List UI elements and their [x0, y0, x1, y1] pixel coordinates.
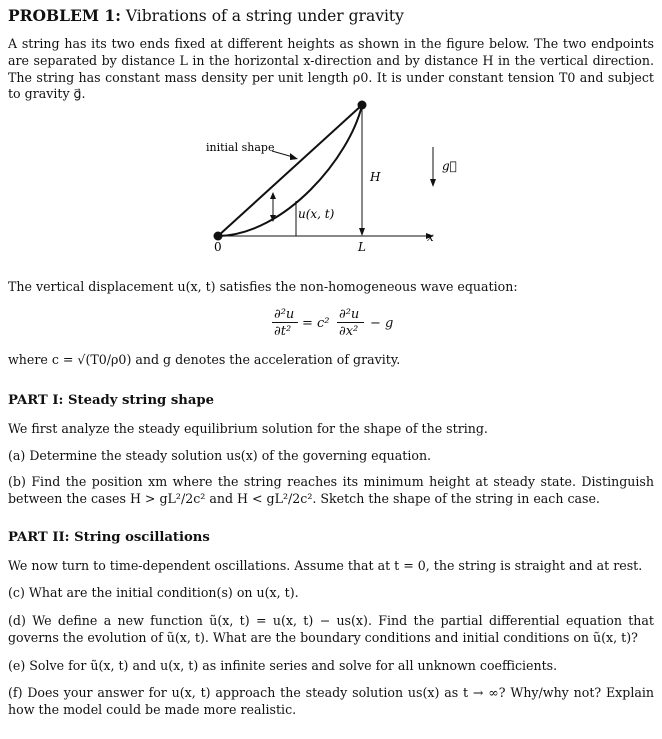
- problem-number: PROBLEM 1:: [8, 6, 121, 25]
- x-label: x: [427, 230, 434, 244]
- H-arrowhead: [359, 228, 365, 236]
- wave-equation-intro: The vertical displacement u(x, t) satisfies the non-homogeneous wave equation:: [8, 279, 518, 294]
- g-label: g⃗: [442, 159, 457, 173]
- initial-shape-pointer: [272, 151, 293, 157]
- eq-gravity-term: − g: [370, 316, 394, 331]
- question-f: (f) Does your answer for u(x, t) approach the steady solution us(x) as t → ∞? Why/why not? Explain how the model could be made more realistic.: [8, 685, 654, 717]
- eq-lhs-denominator: ∂t²: [274, 324, 292, 339]
- eq-rhs-numerator: ∂²u: [339, 307, 360, 322]
- part1-intro: We first analyze the steady equilibrium solution for the shape of the string.: [8, 421, 488, 436]
- eq-lhs-bar: [272, 322, 298, 323]
- H-label: H: [370, 170, 381, 184]
- question-b: (b) Find the position xm where the string reaches its minimum height at steady state. Distinguish between the cases H > gL²/2c² and H < gL²/2c². Sketch the shape of the string in each case.: [8, 474, 654, 506]
- eq-rhs-bar: [337, 322, 364, 323]
- question-d: (d) We define a new function ũ(x, t) = u(x, t) − us(x). Find the partial differential equation that governs the evolution of ũ(x, t). What are the boundary conditions and initial conditions on ũ(x, t)?: [8, 613, 654, 645]
- string-figure: [190, 95, 457, 255]
- initial-straight-string: [218, 105, 362, 236]
- eq-lhs-numerator: ∂²u: [274, 307, 295, 322]
- u-label: u(x, t): [298, 207, 335, 221]
- origin-label: 0: [214, 240, 222, 254]
- where-line: where c = √(T0/ρ0) and g denotes the acceleration of gravity.: [8, 352, 401, 367]
- part1-heading: PART I: Steady string shape: [8, 393, 215, 408]
- eq-rhs-denominator: ∂x²: [339, 324, 359, 339]
- L-label: L: [358, 240, 366, 254]
- eq-equals-c2: = c²: [302, 316, 330, 331]
- right-endpoint: [358, 101, 367, 110]
- question-e: (e) Solve for ũ(x, t) and u(x, t) as infinite series and solve for all unknown coefficients.: [8, 658, 558, 673]
- displacement-arrow-up: [270, 192, 276, 199]
- problem-title: [8, 6, 404, 25]
- problem-title-text: Vibrations of a string under gravity: [125, 7, 404, 25]
- part2-heading: PART II: String oscillations: [8, 530, 210, 545]
- wave-equation: [270, 307, 400, 341]
- question-a: (a) Determine the steady solution us(x) of the governing equation.: [8, 448, 432, 463]
- initial-shape-pointer-head: [290, 153, 298, 160]
- initial-shape-label: initial shape: [206, 141, 275, 154]
- part2-intro: We now turn to time-dependent oscillations. Assume that at t = 0, the string is straight and at rest.: [8, 558, 643, 573]
- question-c: (c) What are the initial condition(s) on u(x, t).: [8, 585, 299, 600]
- intro-paragraph: A string has its two ends fixed at different heights as shown in the figure below. The two endpoints are separated by distance L in the horizontal x-direction and by distance H in the vertical direction. The string has constant mass density per unit length ρ0. It is under constant tension T0 and subject to gravity g⃗.: [8, 36, 654, 102]
- gravity-arrowhead: [430, 179, 436, 187]
